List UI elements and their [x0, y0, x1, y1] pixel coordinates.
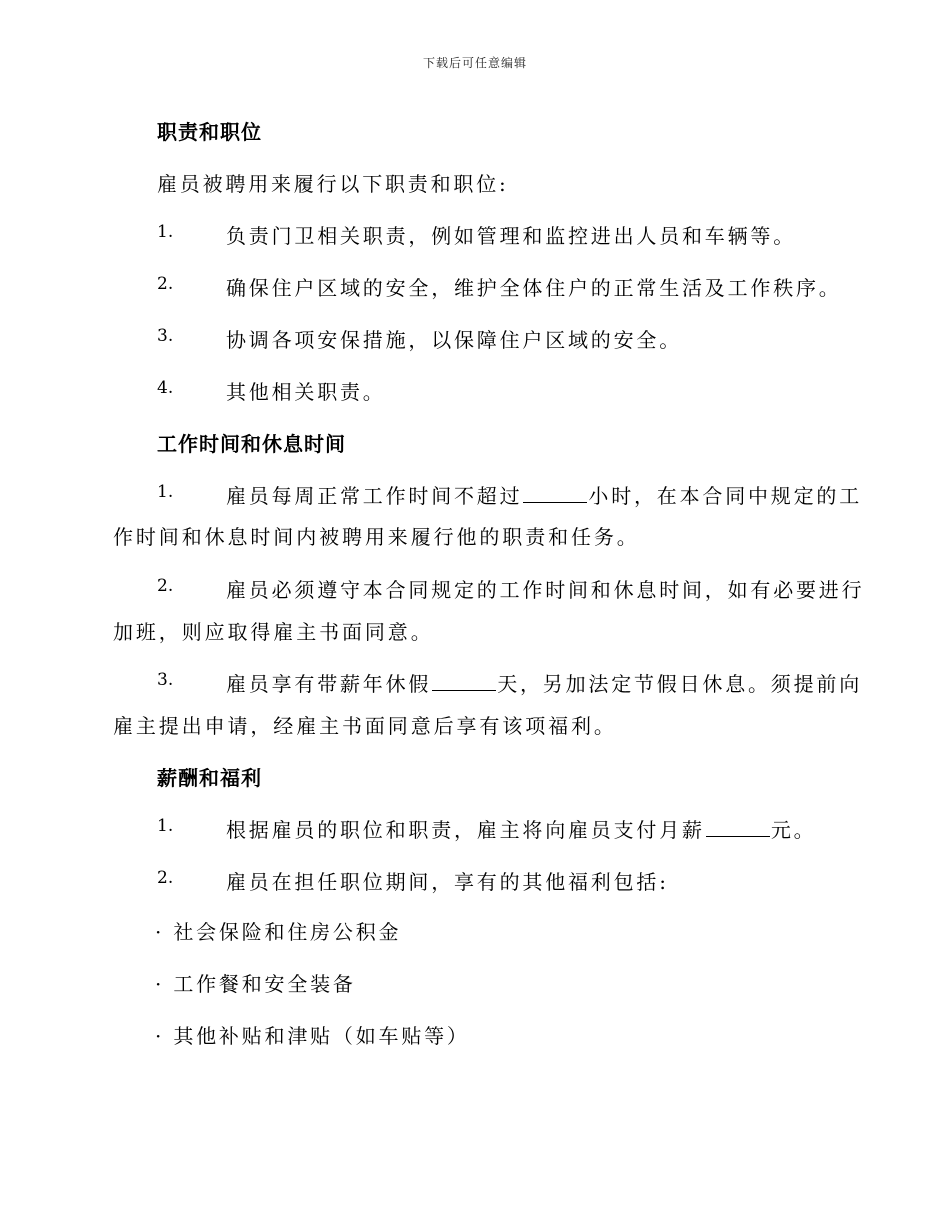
- duty-item-text: 负责门卫相关职责，例如管理和监控进出人员和车辆等。: [226, 224, 796, 248]
- fill-in-blank[interactable]: [432, 672, 496, 691]
- hours-item-continuation: 雇主提出申请，经雇主书面同意后享有该项福利。: [113, 714, 617, 738]
- duty-item-number: 4.: [157, 378, 174, 398]
- pay-item-text-part: 元。: [770, 818, 817, 842]
- fill-in-blank[interactable]: [706, 818, 770, 837]
- hours-item-continuation: 加班，则应取得雇主书面同意。: [113, 620, 434, 644]
- hours-item-text: [226, 668, 862, 697]
- duty-item-number: 2.: [157, 274, 174, 294]
- fill-in-blank[interactable]: [523, 484, 587, 503]
- duty-item-number: 1.: [157, 222, 174, 242]
- hours-item-text-part: 小时，在本合同中规定的工: [588, 484, 863, 508]
- benefit-bullet: · 社会保险和住房公积金: [155, 920, 402, 944]
- hours-item-number: 3.: [157, 670, 174, 690]
- duty-item-number: 3.: [157, 326, 174, 346]
- duties-intro: 雇员被聘用来履行以下职责和职位:: [157, 172, 509, 196]
- benefit-bullet: · 其他补贴和津贴（如车贴等）: [155, 1024, 470, 1048]
- pay-item-text-part: 根据雇员的职位和职责，雇主将向雇员支付月薪: [226, 818, 705, 842]
- duty-item-text: 确保住户区域的安全，维护全体住户的正常生活及工作秩序。: [226, 276, 842, 300]
- pay-item-number: 1.: [157, 816, 174, 836]
- pay-item-text: 雇员在担任职位期间，享有的其他福利包括:: [226, 870, 669, 894]
- hours-item-text: 雇员必须遵守本合同规定的工作时间和休息时间，如有必要进行: [226, 578, 865, 602]
- hours-item-text-part: 雇员享有带薪年休假: [226, 672, 432, 696]
- section-heading-pay: 薪酬和福利: [157, 766, 262, 790]
- duty-item-text: 协调各项安保措施，以保障住户区域的安全。: [226, 328, 682, 352]
- hours-item-number: 1.: [157, 482, 174, 502]
- page-header: 下载后可任意编辑: [422, 56, 527, 70]
- hours-item-number: 2.: [157, 576, 174, 596]
- hours-item-text-part: 雇员每周正常工作时间不超过: [226, 484, 523, 508]
- hours-item-text-part: 天，另加法定节假日休息。须提前向: [497, 672, 863, 696]
- hours-item-text: [226, 480, 862, 509]
- section-heading-hours: 工作时间和休息时间: [157, 432, 346, 456]
- section-heading-duties: 职责和职位: [157, 120, 262, 144]
- pay-item-text: [226, 814, 816, 843]
- benefit-bullet: · 工作餐和安全装备: [155, 972, 356, 996]
- hours-item-continuation: 作时间和休息时间内被聘用来履行他的职责和任务。: [113, 525, 640, 549]
- pay-item-number: 2.: [157, 868, 174, 888]
- duty-item-text: 其他相关职责。: [226, 380, 386, 404]
